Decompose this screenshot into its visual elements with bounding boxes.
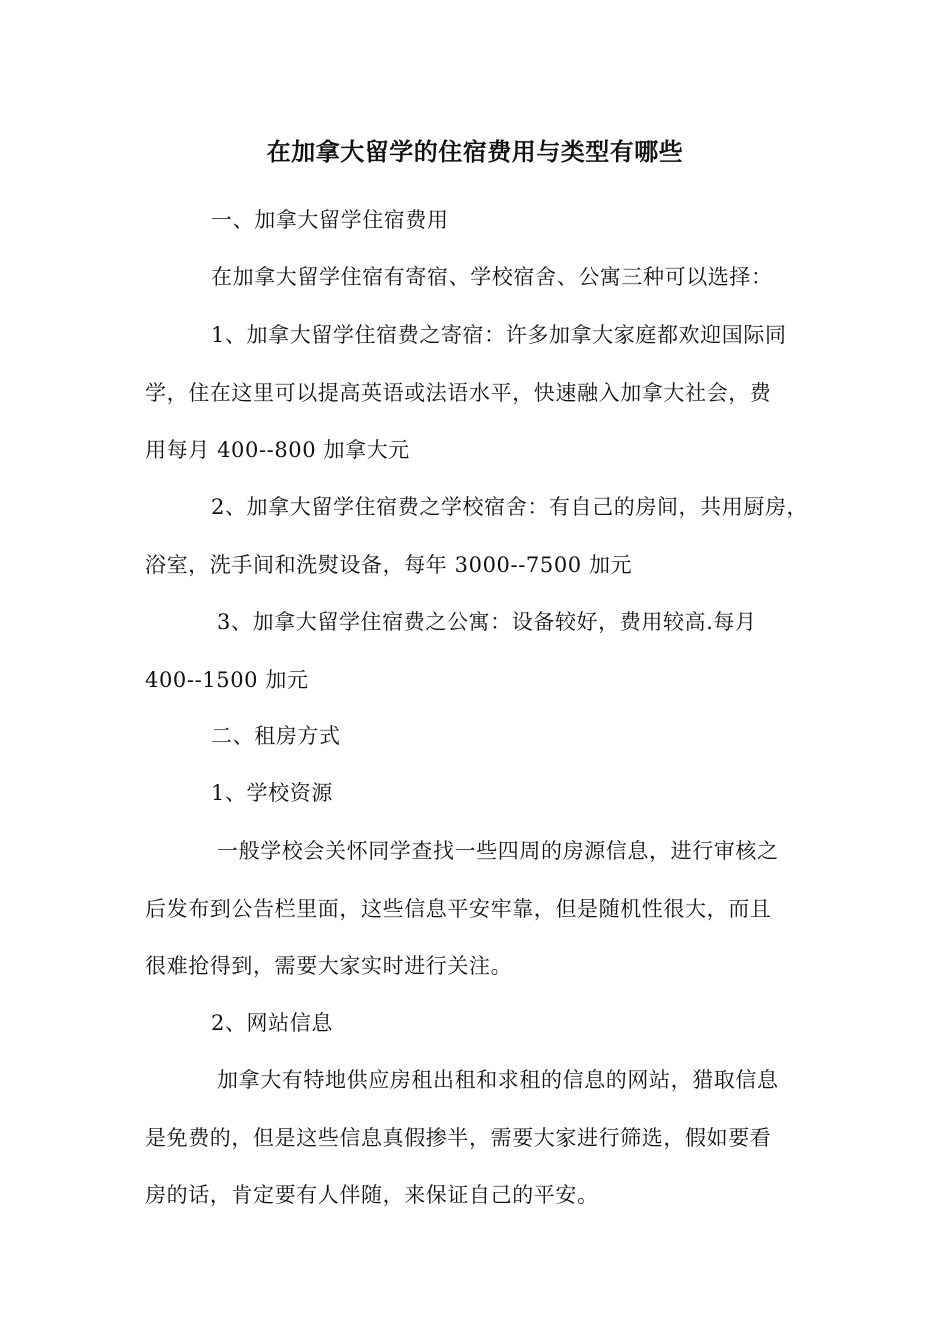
document-title: 在加拿大留学的住宿费用与类型有哪些 (266, 138, 684, 166)
section-2-sub-1-body: 一般学校会关怀同学查找一些四周的房源信息，进行审核之 后发布到公告栏里面，这些信息平安牢靠，但是随机性很大，而且 很难抢得到，需要大家实时进行关注。 (145, 839, 779, 978)
section-1-heading: 一、加拿大留学住宿费用 (211, 208, 449, 232)
section-1-intro: 在加拿大留学住宿有寄宿、学校宿舍、公寓三种可以选择： (211, 265, 773, 289)
section-2-heading: 二、租房方式 (211, 724, 341, 748)
section-1-item-homestay: 1、加拿大留学住宿费之寄宿：许多加拿大家庭都欢迎国际同 学，住在这里可以提高英语或法语水平，快速融入加拿大社会，费 用每月 400--800 加拿大元 (145, 323, 787, 462)
section-2-sub-2-body: 加拿大有特地供应房租出租和求租的信息的网站，猎取信息 是免费的，但是这些信息真假掺半，需要大家进行筛选，假如要看 房的话，肯定要有人伴随，来保证自己的平安。 (145, 1068, 779, 1207)
section-1-item-dormitory: 2、加拿大留学住宿费之学校宿舍：有自己的房间，共用厨房， 浴室，洗手间和洗熨设备，每年 3000--7500 加元 (145, 495, 809, 577)
section-2-sub-1-heading: 1、学校资源 (211, 781, 333, 805)
section-1-item-apartment: 3、加拿大留学住宿费之公寓：设备较好，费用较高.每月 400--1500 加元 (145, 610, 757, 692)
section-2-sub-2-heading: 2、网站信息 (211, 1011, 333, 1035)
